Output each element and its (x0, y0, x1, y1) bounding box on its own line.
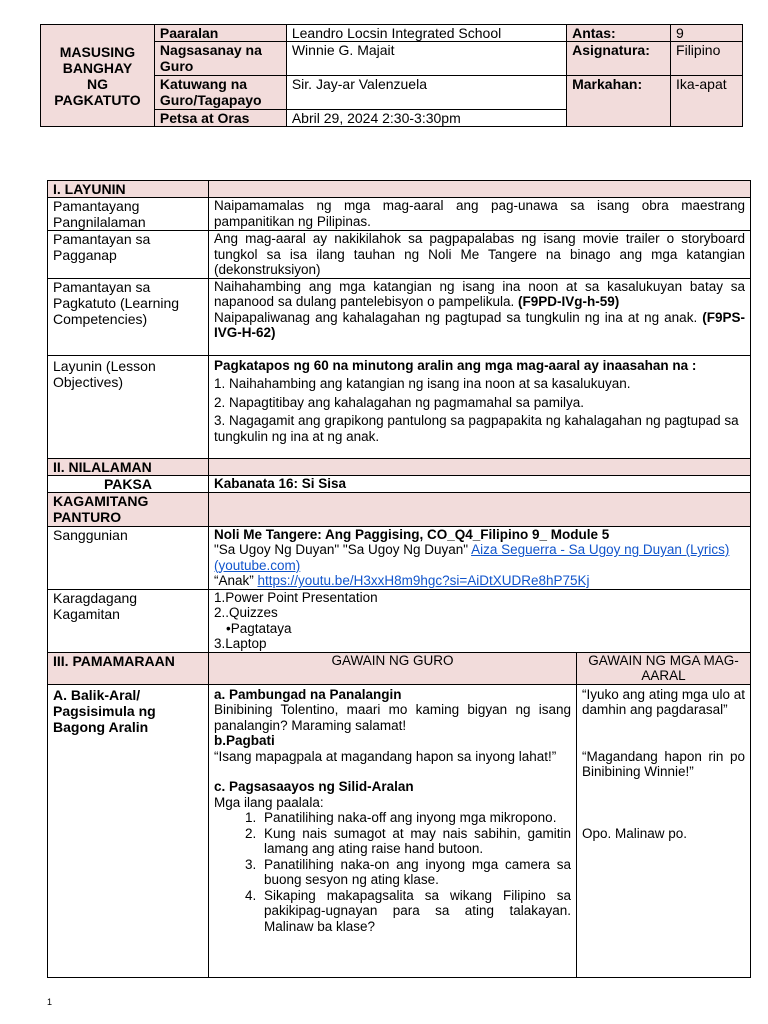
lesson-plan-title: MASUSING BANGHAY NG PAGKATUTO (41, 25, 155, 127)
objective-3: 3. Nagagamit ang grapikong pantulong sa pagpapakita ng kahalagahan ng pagtupad sa tungkulin ng ina at ng anak. (214, 413, 739, 444)
student-response-2: “Magandang hapon rin po Binibining Winnie!” (582, 748, 745, 779)
pagsasaayos-heading: c. Pagsasaayos ng Silid-Aralan (214, 779, 414, 794)
paalala-item: 3. Panatilihing naka-on ang inyong mga camera sa buong sesyon ng ating klase. (260, 857, 571, 888)
competencies-label: Pamantayan sa Pagkatuto (Learning Competencies) (48, 278, 209, 355)
kagamitan-heading: KAGAMITANG PANTURO (48, 492, 209, 526)
competency-2-code: (F9PS-IVG-H-62) (214, 309, 745, 340)
katuwang-value: Sir. Jay-ar Valenzuela (286, 76, 566, 110)
kagamitan-heading-blank (209, 492, 751, 526)
sanggunian-song-prefix: "Sa Ugoy Ng Duyan" "Sa Ugoy Ng Duyan" (214, 542, 472, 557)
nagsasanay-value: Winnie G. Majait (286, 42, 566, 76)
karagdagang-list (209, 589, 751, 652)
page-number: 1 (47, 997, 53, 1007)
sanggunian-anak-prefix: “Anak” (214, 573, 258, 588)
objectives-label: Layunin (Lesson Objectives) (48, 355, 209, 458)
paalala-list (214, 810, 571, 934)
pagbati-heading: b.Pagbati (214, 733, 275, 748)
paksa-value: Kabanata 16: Si Sisa (209, 475, 751, 492)
objectives-text (209, 355, 751, 458)
pagganap-text: Ang mag-aaral ay nakikilahok sa pagpapalabas ng isang movie trailer o storyboard tungkol sa isa ilang tauhan ng Noli Me Tangere na binago ang mga katangian (dekonstruksiyon) (209, 231, 751, 279)
student-response-1: “Iyuko ang ating mga ulo at damhin ang pagdarasal” (582, 686, 745, 717)
paalala-item: 2. Kung nais sumagot at may nais sabihin, gamitin lamang ang ating raise hand butoon. (260, 826, 571, 857)
song-link[interactable]: Aiza Seguerra - Sa Ugoy ng Duyan (Lyrics) (youtube.com) (214, 542, 730, 573)
guro-column-header: GAWAIN NG GURO (209, 652, 577, 684)
layunin-heading: I. LAYUNIN (48, 181, 209, 198)
pangnilalaman-label: Pamantayang Pangnilalaman (48, 198, 209, 231)
antas-label: Antas: (567, 25, 671, 42)
nilalaman-heading: II. NILALAMAN (48, 458, 209, 475)
panalangin-heading: a. Pambungad na Panalangin (214, 686, 402, 702)
katuwang-label: Katuwang na Guro/Tagapayo (154, 76, 286, 110)
paalala-item: 1. Panatilihing naka-off ang inyong mga mikropono. (260, 810, 571, 826)
student-response-3: Opo. Malinaw po. (582, 825, 688, 841)
panalangin-text: Binibining Tolentino, maari mo kaming bigyan ng isang panalangin? Maraming salamat! (214, 702, 571, 733)
guro-activities (209, 684, 577, 977)
antas-value: 9 (671, 25, 743, 42)
competency-1-text: Naihahambing ang mga katangian ng isang ina noon at sa kasalukuyan batay sa napanood sa dulang pantelebisyon o pampelikula. (214, 278, 745, 309)
sanggunian-text (209, 526, 751, 589)
balik-aral-label: A. Balik-Aral/ Pagsisimula ng Bagong Aralin (48, 684, 209, 977)
karagdagang-subitem: •Pagtataya (226, 620, 292, 636)
karagdagang-label: Karagdagang Kagamitan (48, 589, 209, 652)
paalala-item: 4. Sikaping makapagsalita sa wikang Filipino sa pakikipag-ugnayan para sa ating talakayan. Malinaw ba klase? (260, 888, 571, 935)
pagbati-text: “Isang mapagpala at magandang hapon sa inyong lahat!” (214, 748, 557, 764)
paaralan-value: Leandro Locsin Integrated School (286, 25, 566, 42)
pagganap-label: Pamantayan sa Pagganap (48, 231, 209, 279)
karagdagang-item: 3.Laptop (214, 636, 267, 651)
nilalaman-heading-blank (209, 458, 751, 475)
competency-2-text: Naipapaliwanag ang kahalagahan ng pagtupad sa tungkulin ng ina at ng anak. (214, 309, 698, 325)
anak-video-link[interactable]: https://youtu.be/H3xxH8m9hgc?si=AiDtXUDRe8hP75Kj (257, 573, 590, 588)
nagsasanay-label: Nagsasanay na Guro (154, 42, 286, 76)
paalala-intro: Mga ilang paalala: (214, 794, 324, 810)
paksa-label: PAKSA (48, 475, 209, 492)
petsa-label: Petsa at Oras (154, 110, 286, 127)
layunin-heading-blank (209, 181, 751, 198)
competency-1-code: (F9PD-IVg-h-59) (518, 294, 620, 309)
lesson-plan-table (47, 180, 751, 978)
magaaral-activities (577, 684, 751, 977)
markahan-value: Ika-apat (671, 76, 743, 127)
competencies-text (209, 278, 751, 355)
karagdagang-item: 2..Quizzes (214, 605, 278, 620)
petsa-value: Abril 29, 2024 2:30-3:30pm (286, 110, 566, 127)
karagdagang-item: 1.Power Point Presentation (214, 589, 378, 605)
paaralan-label: Paaralan (154, 25, 286, 42)
asignatura-value: Filipino (671, 42, 743, 76)
objective-1: 1. Naihahambing ang katangian ng isang ina noon at sa kasalukuyan. (214, 376, 631, 391)
header-table (40, 24, 743, 127)
pamamaraan-heading: III. PAMAMARAAN (48, 652, 209, 684)
asignatura-label: Asignatura: (567, 42, 671, 76)
pangnilalaman-text: Naipamamalas ng mga mag-aaral ang pag-unawa sa isang obra maestrang pampanitikan ng Pilipinas. (209, 198, 751, 231)
objectives-intro: Pagkatapos ng 60 na minutong aralin ang mga mag-aaral ay inaasahan na : (214, 357, 697, 373)
sanggunian-label: Sanggunian (48, 526, 209, 589)
magaaral-column-header: GAWAIN NG MGA MAG-AARAL (577, 652, 751, 684)
objective-2: 2. Napagtitibay ang kahalagahan ng pagmamahal sa pamilya. (214, 394, 584, 410)
sanggunian-title: Noli Me Tangere: Ang Paggising, CO_Q4_Filipino 9_ Module 5 (214, 526, 610, 542)
markahan-label: Markahan: (567, 76, 671, 127)
